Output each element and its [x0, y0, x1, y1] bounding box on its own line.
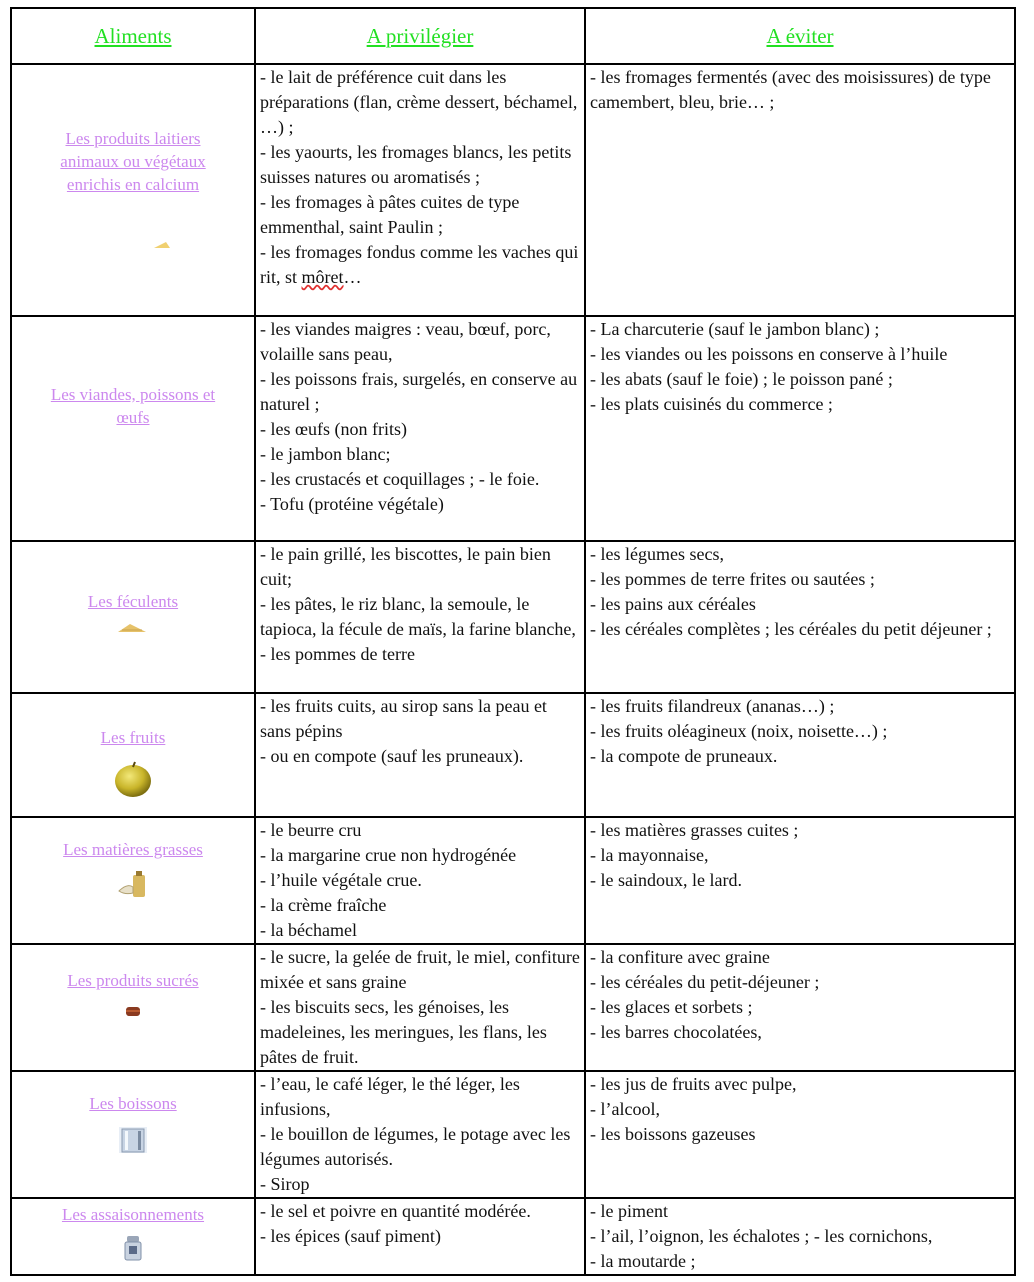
diet-table — [10, 7, 1016, 1276]
header-row — [11, 8, 1015, 64]
table-row — [11, 693, 1015, 817]
eviter-cell: - les fromages fermentés (avec des moisissures) de type camembert, bleu, brie… ; — [585, 64, 1015, 316]
header-privilegier: A privilégier — [255, 8, 585, 64]
salt-shaker-icon — [121, 1234, 145, 1262]
category-link-fruits[interactable]: Les fruits — [100, 728, 166, 747]
apple-icon — [113, 759, 153, 799]
eviter-cell: - la confiture avec graine - les céréales du petit-déjeuner ; - les glaces et sorbets ; - les barres chocolatées, — [585, 944, 1015, 1071]
privilegier-cell: - les fruits cuits, au sirop sans la peau et sans pépins - ou en compote (sauf les pruneaux). — [255, 693, 585, 817]
privilegier-cell: - le sucre, la gelée de fruit, le miel, confiture mixée et sans graine - les biscuits secs, les génoises, les madeleines, les meringues, les flans, les pâtes de fruit. — [255, 944, 585, 1071]
header-eviter: A éviter — [585, 8, 1015, 64]
privilegier-cell: - l’eau, le café léger, le thé léger, les infusions, - le bouillon de légumes, le potage avec les légumes autorisés. - Sirop — [255, 1071, 585, 1198]
privilegier-cell: - les viandes maigres : veau, bœuf, porc, volaille sans peau, - les poissons frais, surgelés, en conserve au naturel ; - les œufs (non frits) - le jambon blanc; - les crustacés et coquillages ; - le foie. - Tofu (protéine végétale) — [255, 316, 585, 541]
glass-icon — [117, 1125, 149, 1155]
table-row — [11, 541, 1015, 693]
eviter-cell: - les jus de fruits avec pulpe, - l’alcool, - les boissons gazeuses — [585, 1071, 1015, 1198]
category-link-dairy[interactable]: Les produits laitiers animaux ou végétaux enrichis en calcium — [60, 129, 206, 194]
category-cell — [11, 1071, 255, 1198]
eviter-cell: - les fruits filandreux (ananas…) ; - les fruits oléagineux (noix, noisette…) ; - la compote de pruneaux. — [585, 693, 1015, 817]
table-row — [11, 944, 1015, 1071]
eviter-cell: - La charcuterie (sauf le jambon blanc) ; - les viandes ou les poissons en conserve à l’huile - les abats (sauf le foie) ; le poisson pané ; - les plats cuisinés du commerce ; — [585, 316, 1015, 541]
oil-icon — [117, 871, 149, 899]
pasta-icon — [116, 621, 150, 633]
category-link-seasonings[interactable]: Les assaisonnements — [61, 1205, 205, 1224]
cake-icon — [124, 1004, 142, 1018]
category-cell — [11, 541, 255, 693]
misspelled-word: môret — [301, 267, 344, 287]
category-link-fats[interactable]: Les matières grasses — [63, 840, 203, 859]
category-link-starches[interactable]: Les féculents — [87, 592, 179, 611]
eviter-cell: - les matières grasses cuites ; - la mayonnaise, - le saindoux, le lard. — [585, 817, 1015, 944]
category-cell — [11, 316, 255, 541]
privilegier-cell: - le sel et poivre en quantité modérée. - les épices (sauf piment) — [255, 1198, 585, 1275]
category-cell — [11, 1198, 255, 1275]
table-row — [11, 316, 1015, 541]
privilegier-cell: - le lait de préférence cuit dans les préparations (flan, crème dessert, béchamel, …) ; - les yaourts, les fromages blancs, les petits suisses natures ou aromatisés ; - les fromages à pâtes cuites de type emmenthal, saint Paulin ; - les fromages fondus comme les vaches qui rit, st môret… — [255, 64, 585, 316]
cheese-icon — [152, 240, 172, 250]
category-link-meats[interactable]: Les viandes, poissons et œufs — [50, 385, 216, 427]
category-cell — [11, 693, 255, 817]
category-cell — [11, 817, 255, 944]
category-cell — [11, 944, 255, 1071]
table-row — [11, 1071, 1015, 1198]
eviter-cell: - le piment - l’ail, l’oignon, les échalotes ; - les cornichons, - la moutarde ; — [585, 1198, 1015, 1275]
privilegier-cell: - le beurre cru - la margarine crue non hydrogénée - l’huile végétale crue. - la crème fraîche - la béchamel — [255, 817, 585, 944]
privilegier-cell: - le pain grillé, les biscottes, le pain bien cuit; - les pâtes, le riz blanc, la semoule, le tapioca, la fécule de maïs, la farine blanche, - les pommes de terre — [255, 541, 585, 693]
table-row — [11, 817, 1015, 944]
category-cell — [11, 64, 255, 316]
eviter-cell: - les légumes secs, - les pommes de terre frites ou sautées ; - les pains aux céréales - les céréales complètes ; les céréales du petit déjeuner ; — [585, 541, 1015, 693]
category-link-sweets[interactable]: Les produits sucrés — [67, 971, 199, 990]
category-link-drinks[interactable]: Les boissons — [89, 1094, 177, 1113]
header-aliments: Aliments — [11, 8, 255, 64]
table-row — [11, 64, 1015, 316]
table-row — [11, 1198, 1015, 1275]
